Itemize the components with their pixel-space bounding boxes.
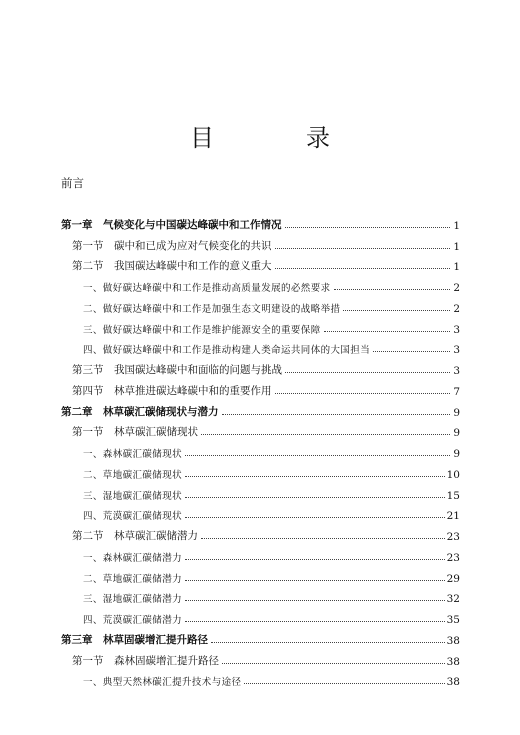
- dot-leader: [185, 497, 445, 498]
- dot-leader: [343, 310, 450, 311]
- toc-entry-page-number: 38: [446, 655, 460, 668]
- toc-entry-label: 第四节 林草推进碳达峰碳中和的重要作用: [72, 384, 272, 397]
- toc-entry-label: 四、荒漠碳汇碳储潜力: [83, 615, 183, 626]
- toc-entry-label: 三、湿地碳汇碳储现状: [83, 490, 183, 502]
- table-of-contents: [61, 211, 460, 688]
- toc-entry-label: 第三节 我国碳达峰碳中和面临的问题与挑战: [72, 364, 282, 376]
- dot-leader: [244, 683, 444, 684]
- toc-entry-label: 第一节 森林固碳增汇提升路径: [72, 654, 219, 667]
- toc-entry-label: 第二节 林草碳汇碳储潜力: [72, 530, 198, 542]
- toc-entry-sub: [61, 585, 460, 606]
- toc-entry-label: 一、做好碳达峰碳中和工作是推动高质量发展的必然要求: [83, 283, 331, 294]
- toc-entry-sub: [61, 543, 460, 564]
- dot-leader: [222, 663, 445, 664]
- toc-entry-label: 第三章 林草固碳增汇提升路径: [61, 633, 208, 646]
- dot-leader: [275, 268, 451, 269]
- dot-leader: [185, 600, 445, 601]
- toc-entry-page-number: 3: [453, 344, 460, 357]
- toc-entry-chap: [61, 398, 460, 419]
- toc-entry-sub: [61, 273, 460, 294]
- dot-leader: [324, 331, 450, 332]
- toc-entry-sec: [61, 419, 460, 440]
- toc-entry-page-number: 10: [446, 468, 460, 481]
- toc-entry-label: 二、做好碳达峰碳中和工作是加强生态文明建设的战略举措: [83, 303, 341, 315]
- dot-leader: [373, 351, 450, 352]
- toc-entry-page-number: 38: [446, 676, 460, 689]
- toc-entry-page-number: 23: [446, 531, 460, 543]
- dot-leader: [285, 227, 451, 228]
- dot-leader: [285, 372, 450, 373]
- page-title: 目 录: [190, 124, 364, 152]
- dot-leader: [185, 559, 445, 560]
- dot-leader: [201, 434, 450, 435]
- toc-entry-label: 第二章 林草碳汇碳储现状与潜力: [61, 405, 219, 418]
- toc-entry-label: 一、森林碳汇碳储现状: [83, 449, 183, 460]
- toc-entry-page-number: 3: [453, 365, 460, 377]
- dot-leader: [185, 621, 445, 622]
- toc-entry-page-number: 29: [446, 572, 460, 585]
- toc-entry-label: 四、做好碳达峰碳中和工作是推动构建人类命运共同体的大国担当: [83, 345, 371, 357]
- toc-entry-page-number: 32: [446, 593, 460, 606]
- dot-leader: [185, 476, 445, 477]
- toc-entry-label: 第二节 我国碳达峰碳中和工作的意义重大: [72, 260, 272, 273]
- toc-entry-label: 第一节 林草碳汇碳储现状: [72, 426, 198, 439]
- dot-leader: [185, 517, 445, 518]
- toc-entry-sub: [61, 460, 460, 481]
- toc-entry-label: 一、典型天然林碳汇提升技术与途径: [83, 677, 242, 689]
- toc-entry-page-number: 35: [446, 614, 460, 626]
- toc-entry-page-number: 23: [446, 551, 460, 564]
- toc-entry-page-number: 15: [446, 489, 460, 502]
- toc-entry-sec: [61, 522, 460, 543]
- dot-leader: [222, 414, 451, 415]
- dot-leader: [211, 642, 445, 643]
- toc-entry-label: 一、森林碳汇碳储潜力: [83, 552, 183, 564]
- toc-entry-page-number: 1: [453, 261, 460, 274]
- toc-entry-label: 二、草地碳汇碳储潜力: [83, 573, 183, 585]
- toc-entry-page-number: 7: [453, 385, 460, 398]
- toc-entry-page-number: 21: [446, 510, 460, 523]
- toc-entry-sub: [61, 439, 460, 460]
- toc-entry-sub: [61, 668, 460, 689]
- dot-leader: [275, 393, 451, 394]
- toc-entry-page-number: 1: [453, 240, 460, 253]
- toc-entry-page-number: 9: [453, 406, 460, 419]
- toc-entry-sec: [61, 356, 460, 377]
- dot-leader: [185, 455, 450, 456]
- dot-leader: [185, 580, 445, 581]
- toc-entry-label: 第一章 气候变化与中国碳达峰碳中和工作情况: [61, 218, 282, 231]
- toc-entry-page-number: 1: [453, 219, 460, 232]
- toc-entry-label: 第一节 碳中和已成为应对气候变化的共识: [72, 239, 272, 252]
- toc-entry-sec: [61, 647, 460, 668]
- toc-entry-label: 四、荒漠碳汇碳储现状: [83, 511, 183, 523]
- preface-entry: 前言: [61, 176, 84, 190]
- toc-entry-sub: [61, 481, 460, 502]
- toc-entry-sec: [61, 253, 460, 274]
- toc-entry-page-number: 3: [453, 323, 460, 336]
- toc-entry-sub: [61, 564, 460, 585]
- dot-leader: [275, 248, 451, 249]
- toc-entry-sub: [61, 315, 460, 336]
- toc-entry-page-number: 2: [453, 302, 460, 315]
- toc-entry-page-number: 9: [453, 427, 460, 440]
- toc-entry-label: 三、做好碳达峰碳中和工作是维护能源安全的重要保障: [83, 324, 321, 336]
- toc-entry-label: 三、湿地碳汇碳储潜力: [83, 594, 183, 606]
- toc-entry-page-number: 38: [446, 634, 460, 647]
- toc-entry-page-number: 9: [453, 448, 460, 460]
- toc-entry-sec: [61, 377, 460, 398]
- toc-entry-label: 二、草地碳汇碳储现状: [83, 469, 183, 481]
- toc-entry-chap: [61, 626, 460, 647]
- toc-entry-page-number: 2: [453, 282, 460, 294]
- toc-entry-sec: [61, 232, 460, 253]
- toc-entry-sub: [61, 294, 460, 315]
- toc-entry-sub: [61, 336, 460, 357]
- toc-entry-sub: [61, 502, 460, 523]
- dot-leader: [201, 538, 445, 539]
- dot-leader: [334, 289, 450, 290]
- toc-entry-sub: [61, 605, 460, 626]
- toc-entry-chap: [61, 211, 460, 232]
